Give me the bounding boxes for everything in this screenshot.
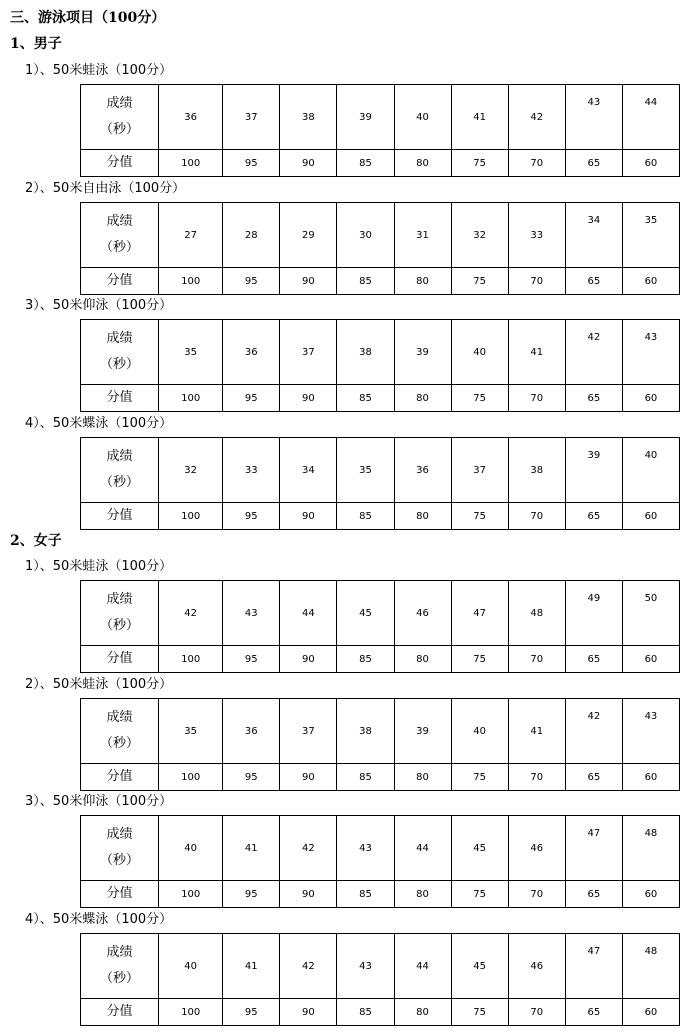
time-cell: 29 [280,203,337,268]
event-title: 4）、50米蝶泳（100分） [25,416,173,431]
score-label: 分值 [81,764,159,791]
section-title: 2、女子 [10,533,62,549]
score-cell: 75 [451,268,508,295]
time-cell: 48 [622,934,679,999]
score-cell: 100 [159,385,223,412]
time-label [81,203,159,268]
score-cell: 95 [223,881,280,908]
time-cell: 41 [223,816,280,881]
score-cell: 95 [223,646,280,673]
time-cell: 45 [451,934,508,999]
time-label [81,320,159,385]
score-table [80,202,680,295]
time-label-line1: 成绩 [106,449,133,464]
score-cell: 65 [565,503,622,530]
time-label-line2: （秒） [100,122,140,137]
score-cell: 95 [223,385,280,412]
score-cell: 75 [451,881,508,908]
score-label: 分值 [81,268,159,295]
score-label: 分值 [81,999,159,1026]
time-label [81,438,159,503]
score-cell: 95 [223,999,280,1026]
time-cell: 41 [223,934,280,999]
time-cell: 37 [280,320,337,385]
time-cell: 36 [223,699,280,764]
score-cell: 70 [508,881,565,908]
time-row [81,438,680,503]
score-cell: 85 [337,150,394,177]
time-label-line1: 成绩 [106,592,133,607]
score-cell: 90 [280,503,337,530]
score-cell: 100 [159,503,223,530]
time-cell: 40 [451,699,508,764]
time-cell: 27 [159,203,223,268]
score-cell: 95 [223,503,280,530]
time-cell: 41 [451,85,508,150]
time-label-line1: 成绩 [106,945,133,960]
score-cell: 100 [159,764,223,791]
score-cell: 70 [508,150,565,177]
time-cell: 37 [451,438,508,503]
score-cell: 85 [337,385,394,412]
time-cell: 42 [280,934,337,999]
time-cell: 47 [565,934,622,999]
time-cell: 47 [565,816,622,881]
time-label-line2: （秒） [100,240,140,255]
score-cell: 100 [159,881,223,908]
score-cell: 95 [223,268,280,295]
page-heading: 三、游泳项目（100分） [10,10,166,26]
score-table [80,319,680,412]
score-label: 分值 [81,150,159,177]
score-cell: 70 [508,764,565,791]
score-cell: 60 [622,999,679,1026]
time-row [81,934,680,999]
score-cell: 90 [280,268,337,295]
score-cell: 100 [159,646,223,673]
event-title: 2）、50米自由泳（100分） [25,181,186,196]
time-cell: 39 [394,699,451,764]
score-cell: 85 [337,268,394,295]
event-title: 3）、50米仰泳（100分） [25,298,173,313]
score-table [80,580,680,673]
time-cell: 36 [394,438,451,503]
time-cell: 40 [159,816,223,881]
time-cell: 43 [337,934,394,999]
time-label-line2: （秒） [100,853,140,868]
time-cell: 42 [159,581,223,646]
time-cell: 35 [337,438,394,503]
time-label [81,816,159,881]
score-label: 分值 [81,503,159,530]
time-label-line1: 成绩 [106,827,133,842]
time-cell: 44 [280,581,337,646]
score-table [80,437,680,530]
score-cell: 65 [565,150,622,177]
time-cell: 43 [223,581,280,646]
score-cell: 85 [337,764,394,791]
time-label-line1: 成绩 [106,214,133,229]
time-cell: 33 [508,203,565,268]
time-cell: 41 [508,320,565,385]
score-label: 分值 [81,385,159,412]
score-cell: 60 [622,385,679,412]
score-cell: 80 [394,646,451,673]
time-cell: 48 [508,581,565,646]
time-cell: 49 [565,581,622,646]
time-cell: 42 [280,816,337,881]
score-row [81,999,680,1026]
score-table [80,698,680,791]
score-cell: 65 [565,881,622,908]
score-cell: 65 [565,385,622,412]
time-cell: 35 [622,203,679,268]
event-title: 2）、50米蛙泳（100分） [25,677,173,692]
score-cell: 80 [394,150,451,177]
score-cell: 100 [159,268,223,295]
score-cell: 70 [508,268,565,295]
score-cell: 60 [622,268,679,295]
score-cell: 90 [280,881,337,908]
event-title: 1）、50米蛙泳（100分） [25,63,173,78]
time-cell: 36 [159,85,223,150]
score-cell: 70 [508,385,565,412]
time-cell: 45 [337,581,394,646]
score-table [80,933,680,1026]
score-cell: 65 [565,999,622,1026]
time-cell: 30 [337,203,394,268]
time-label [81,699,159,764]
time-cell: 34 [565,203,622,268]
score-cell: 60 [622,503,679,530]
score-cell: 80 [394,268,451,295]
score-row [81,385,680,412]
score-cell: 80 [394,764,451,791]
score-row [81,150,680,177]
event-title: 3）、50米仰泳（100分） [25,794,173,809]
score-cell: 95 [223,150,280,177]
score-cell: 90 [280,646,337,673]
time-cell: 40 [394,85,451,150]
time-label [81,934,159,999]
score-label: 分值 [81,881,159,908]
score-cell: 75 [451,999,508,1026]
time-label [81,581,159,646]
time-cell: 43 [337,816,394,881]
time-row [81,85,680,150]
score-cell: 80 [394,385,451,412]
score-row [81,881,680,908]
time-label-line2: （秒） [100,618,140,633]
score-row [81,503,680,530]
time-cell: 44 [394,816,451,881]
score-table [80,815,680,908]
time-cell: 40 [159,934,223,999]
score-cell: 90 [280,385,337,412]
score-cell: 75 [451,385,508,412]
event-title: 1）、50米蛙泳（100分） [25,559,173,574]
score-row [81,268,680,295]
time-cell: 37 [280,699,337,764]
score-cell: 80 [394,881,451,908]
time-cell: 38 [337,699,394,764]
score-cell: 85 [337,999,394,1026]
time-cell: 41 [508,699,565,764]
time-cell: 46 [508,934,565,999]
score-cell: 70 [508,999,565,1026]
score-cell: 60 [622,881,679,908]
score-cell: 70 [508,503,565,530]
time-cell: 38 [337,320,394,385]
score-cell: 85 [337,503,394,530]
score-row [81,646,680,673]
time-cell: 43 [565,85,622,150]
time-cell: 32 [451,203,508,268]
time-cell: 32 [159,438,223,503]
score-cell: 75 [451,764,508,791]
score-cell: 60 [622,764,679,791]
time-cell: 50 [622,581,679,646]
score-cell: 95 [223,764,280,791]
score-cell: 65 [565,764,622,791]
time-row [81,320,680,385]
time-cell: 39 [337,85,394,150]
score-cell: 70 [508,646,565,673]
time-row [81,699,680,764]
score-cell: 90 [280,764,337,791]
score-row [81,764,680,791]
time-cell: 42 [565,320,622,385]
time-cell: 35 [159,699,223,764]
time-cell: 40 [622,438,679,503]
time-cell: 38 [280,85,337,150]
score-cell: 90 [280,150,337,177]
score-cell: 100 [159,150,223,177]
time-cell: 39 [565,438,622,503]
time-label-line2: （秒） [100,357,140,372]
score-cell: 65 [565,268,622,295]
score-cell: 85 [337,881,394,908]
time-cell: 44 [622,85,679,150]
score-cell: 60 [622,150,679,177]
event-title: 4）、50米蝶泳（100分） [25,912,173,927]
score-cell: 85 [337,646,394,673]
time-cell: 40 [451,320,508,385]
time-cell: 46 [394,581,451,646]
time-row [81,581,680,646]
time-cell: 44 [394,934,451,999]
time-label [81,85,159,150]
score-label: 分值 [81,646,159,673]
score-cell: 60 [622,646,679,673]
time-label-line1: 成绩 [106,331,133,346]
time-cell: 43 [622,320,679,385]
score-cell: 100 [159,999,223,1026]
time-label-line2: （秒） [100,736,140,751]
time-label-line2: （秒） [100,475,140,490]
time-cell: 45 [451,816,508,881]
score-table [80,84,680,177]
score-cell: 80 [394,503,451,530]
time-cell: 35 [159,320,223,385]
time-cell: 31 [394,203,451,268]
time-label-line1: 成绩 [106,96,133,111]
time-cell: 34 [280,438,337,503]
time-cell: 33 [223,438,280,503]
time-cell: 46 [508,816,565,881]
time-cell: 28 [223,203,280,268]
score-cell: 65 [565,646,622,673]
time-label-line2: （秒） [100,971,140,986]
time-cell: 47 [451,581,508,646]
time-cell: 39 [394,320,451,385]
time-label-line1: 成绩 [106,710,133,725]
time-row [81,203,680,268]
time-cell: 43 [622,699,679,764]
score-cell: 75 [451,646,508,673]
time-cell: 36 [223,320,280,385]
time-cell: 48 [622,816,679,881]
time-cell: 38 [508,438,565,503]
time-cell: 42 [565,699,622,764]
time-row [81,816,680,881]
score-cell: 75 [451,150,508,177]
section-title: 1、男子 [10,36,62,52]
score-cell: 90 [280,999,337,1026]
score-cell: 75 [451,503,508,530]
score-cell: 80 [394,999,451,1026]
time-cell: 42 [508,85,565,150]
time-cell: 37 [223,85,280,150]
